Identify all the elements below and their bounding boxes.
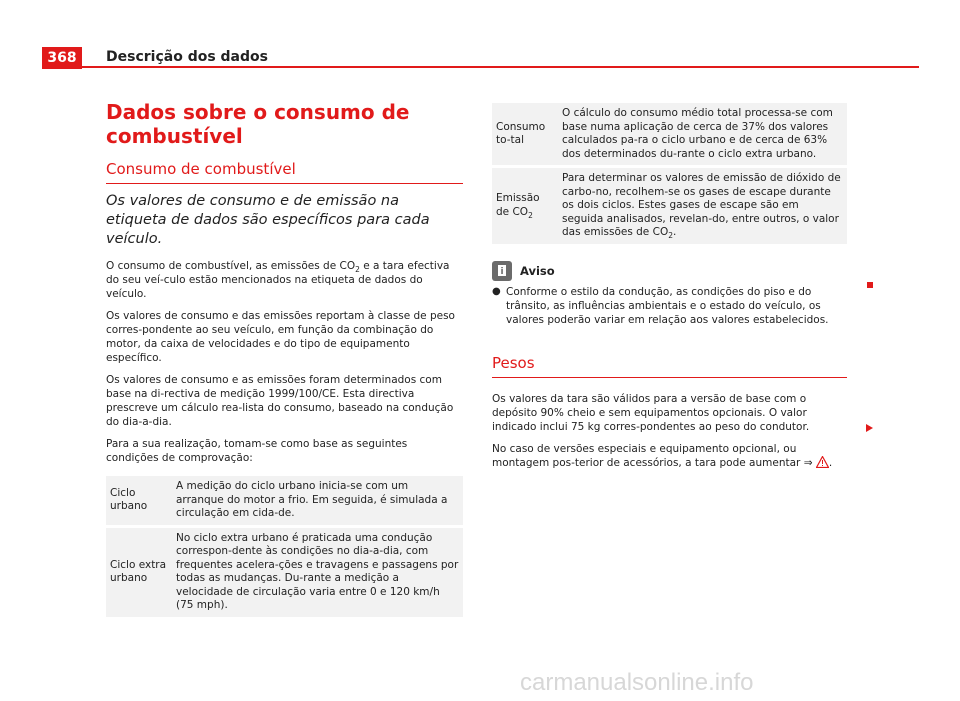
table-text-b: . xyxy=(673,226,677,238)
table-label: Ciclo urbano xyxy=(106,476,172,525)
co2-subscript: 2 xyxy=(528,210,533,220)
aviso-title: Aviso xyxy=(520,263,555,278)
co2-subscript: 2 xyxy=(355,265,360,275)
warning-triangle-icon[interactable] xyxy=(816,456,829,472)
page-header-title: Descrição dos dados xyxy=(106,49,268,65)
table-text-a: Para determinar os valores de emissão de dióxido de carbo-no, recolhem-se os gases de escape durante os dois ciclos. Estes gases de escape são em seguida analisados, revelan-do, entre outros, o valor das emissões de CO xyxy=(562,172,841,238)
header-rule xyxy=(42,66,919,68)
watermark: carmanualsonline.info xyxy=(520,669,754,696)
info-note-icon xyxy=(492,261,512,281)
table-label-text: Emissão de CO xyxy=(496,192,540,218)
pesos-paragraph-2-text: No caso de versões especiais e equipamento opcional, ou montagem pos-terior de acessórios, a tara pode aumentar ⇒ xyxy=(492,442,816,469)
table-label xyxy=(492,168,558,244)
co2-subscript: 2 xyxy=(668,231,673,241)
main-title: Dados sobre o consumo de combustível xyxy=(106,100,410,148)
test-conditions-table xyxy=(106,473,463,620)
paragraph-1-text-b: e a tara efectiva do seu veí-culo estão mencionados na etiqueta de dados do veículo. xyxy=(106,260,450,300)
table-row xyxy=(106,528,463,617)
continue-arrow-icon xyxy=(866,424,873,432)
pesos-paragraph-2-end: . xyxy=(828,456,833,469)
bullet-marker: ● xyxy=(492,285,501,297)
paragraph-2: Os valores de consumo e das emissões reportam à classe de peso corres-pondente ao seu veículo, em função da combinação do motor, da caixa de velocidades e do tipo de equipamento específico. xyxy=(106,310,455,364)
table-text: A medição do ciclo urbano inicia-se com um arranque do motor a frio. Em seguida, é simulada a circulação em cida-de. xyxy=(172,476,463,525)
consumption-emission-table xyxy=(492,100,847,247)
left-column xyxy=(106,100,463,620)
table-row xyxy=(492,103,847,165)
paragraph-1-text-a: O consumo de combustível, as emissões de CO xyxy=(106,260,356,272)
paragraph-1 xyxy=(106,259,463,301)
table-row xyxy=(492,168,847,244)
table-text: No ciclo extra urbano é praticada uma condução correspon-dente às condições no dia-a-dia, com frequentes acelera-ções e travagens e passagens por todas as mudanças. Du-rante a medição a velocidade de circulação varia entre 0 e 120 km/h (75 mph). xyxy=(172,528,463,617)
paragraph-3: Os valores de consumo e as emissões foram determinados com base na di-rectiva de medição 1999/100/CE. Esta directiva prescreve um cálculo rea-lista do consumo, baseado na condução do dia-a-dia. xyxy=(106,374,454,428)
aviso-bullet-item xyxy=(492,285,847,327)
right-column xyxy=(492,100,847,480)
table-label: Consumo to-tal xyxy=(492,103,558,165)
pesos-paragraph-1: Os valores da tara são válidos para a versão de base com o depósito 90% cheio e sem equipamentos opcionais. O valor indicado inclui 75 kg corres-pondentes ao peso do condutor. xyxy=(492,392,810,433)
intro-text: Os valores de consumo e de emissão na etiqueta de dados são específicos para cada veículo. xyxy=(106,193,430,247)
table-row xyxy=(106,476,463,525)
aviso-text: Conforme o estilo da condução, as condições do piso e do trânsito, as influências ambientais e o estado do veículo, os valores poderão variar em relação aos valores estabelecidos. xyxy=(506,285,829,326)
end-of-section-marker xyxy=(867,282,873,288)
table-text xyxy=(558,168,847,244)
table-text: O cálculo do consumo médio total processa-se com base numa aplicação de cerca de 37% dos valores calculados pa-ra o ciclo urbano e de cerca de 63% dos determinados du-rante o ciclo extra urbano. xyxy=(558,103,847,165)
paragraph-4: Para a sua realização, tomam-se como base as seguintes condições de comprovação: xyxy=(106,438,408,464)
aviso-header xyxy=(492,261,847,281)
page-number: 368 xyxy=(42,47,82,69)
pesos-paragraph-2 xyxy=(492,442,847,472)
section-title-pesos: Pesos xyxy=(492,354,847,378)
svg-text:i: i xyxy=(500,266,504,277)
table-label: Ciclo extra urbano xyxy=(106,528,172,617)
section-title-consumo: Consumo de combustível xyxy=(106,160,463,184)
